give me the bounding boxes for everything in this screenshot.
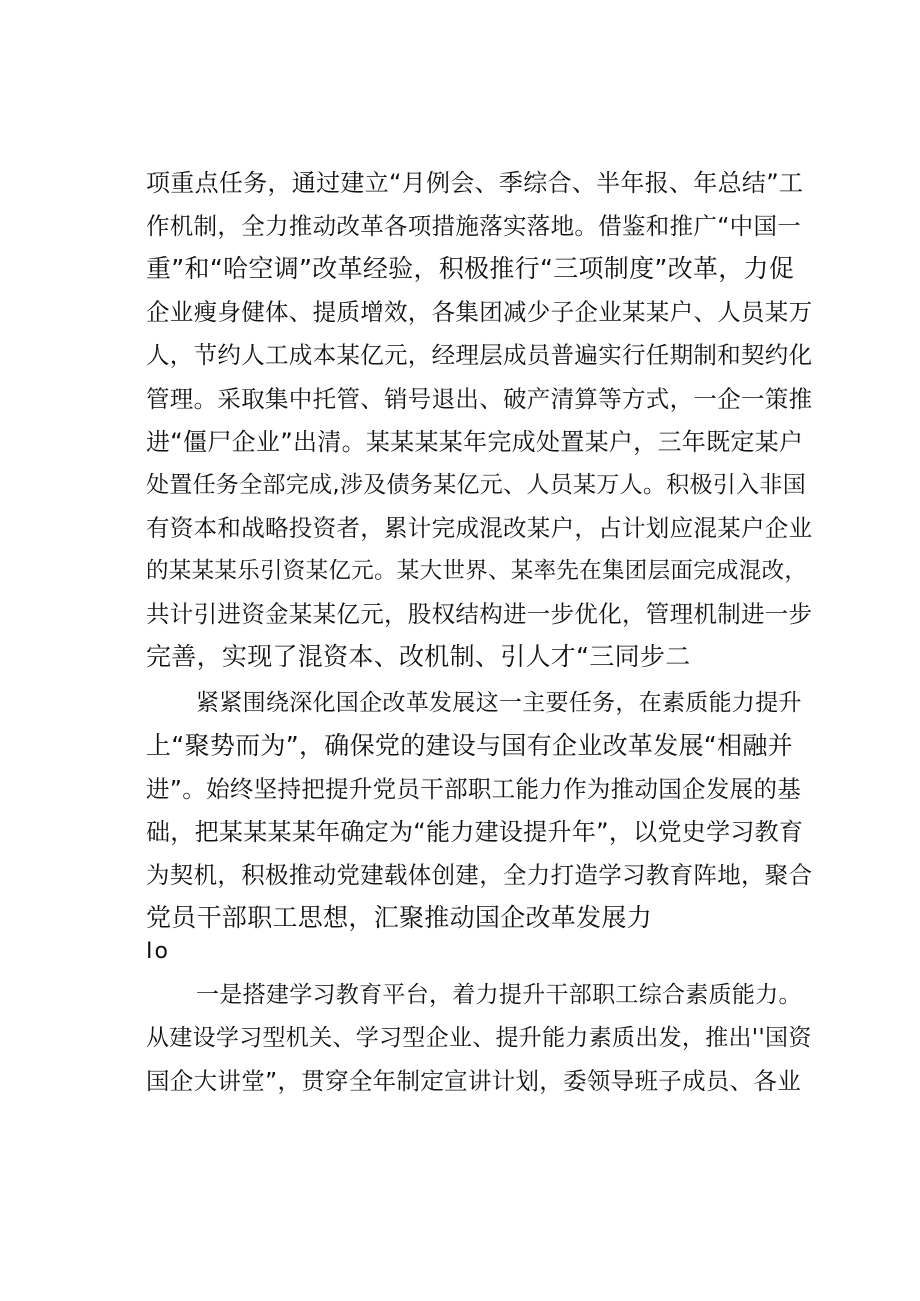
paragraph-2-line-5: 为契机，积极推动党建载体创建，全力打造学习教育阵地，聚合 <box>146 861 813 889</box>
paragraph-1-line-1: 项重点任务，通过建立“月例会、季综合、半年报、年总结”工 <box>146 169 804 197</box>
paragraph-2-line-7: Io <box>146 939 170 964</box>
paragraph-1-line-8: 处置任务全部完成,涉及债务某亿元、人员某万人。积极引入非国 <box>146 472 807 498</box>
paragraph-1-line-3: 重”和“哈空调”改革经验，积极推行“三项制度”改革，力促 <box>146 254 795 283</box>
paragraph-1-line-2: 作机制，全力推动改革各项措施落实落地。借鉴和推广“中国一 <box>146 212 802 240</box>
paragraph-1-line-9: 有资本和战略投资者，累计完成混改某户，占计划应混某户企业 <box>146 514 813 542</box>
paragraph-2-line-6: 党员干部职工思想，汇聚推动国企改革发展力 <box>146 903 653 932</box>
paragraph-1-line-11: 共计引进资金某某亿元，股权结构进一步优化，管理机制进一步 <box>146 600 813 628</box>
paragraph-2-line-3: 进”。始终坚持把提升党员干部职工能力作为推动国企发展的基 <box>146 775 802 803</box>
paragraph-3-line-1: 一是搭建学习教育平台，着力提升干部职工综合素质能力。 <box>196 982 802 1008</box>
paragraph-1-line-10: 的某某某乐引资某亿元。某大世界、某率先在集团层面完成混改， <box>146 558 808 584</box>
paragraph-1-line-4: 企业瘦身健体、提质增效，各集团减少子企业某某户、人员某万 <box>146 298 813 326</box>
paragraph-1-line-12: 完善，实现了混资本、改机制、引人才“三同步二 <box>146 642 691 671</box>
paragraph-2-line-1: 紧紧围绕深化国企改革发展这一主要任务，在素质能力提升 <box>196 690 802 716</box>
paragraph-3-line-3: 国企大讲堂”，贯穿全年制定宣讲计划，委领导班子成员、各业 <box>146 1067 802 1095</box>
paragraph-1-line-5: 人，节约人工成本某亿元，经理层成员普遍实行任期制和契约化 <box>146 341 813 369</box>
paragraph-1-line-7: 进“僵尸企业”出清。某某某某年完成处置某户，三年既定某户 <box>146 428 804 456</box>
paragraph-3-line-2: 从建设学习型机关、学习型企业、提升能力素质出发，推出''国资 <box>146 1025 812 1051</box>
paragraph-1-line-6: 管理。采取集中托管、销号退出、破产清算等方式，一企一策推 <box>146 385 813 413</box>
paragraph-2-line-2: 上“聚势而为”，确保党的建设与国有企业改革发展“相融并 <box>146 731 793 760</box>
paragraph-2-line-4: 础，把某某某某年确定为“能力建设提升年”，以党史学习教育 <box>146 818 804 846</box>
